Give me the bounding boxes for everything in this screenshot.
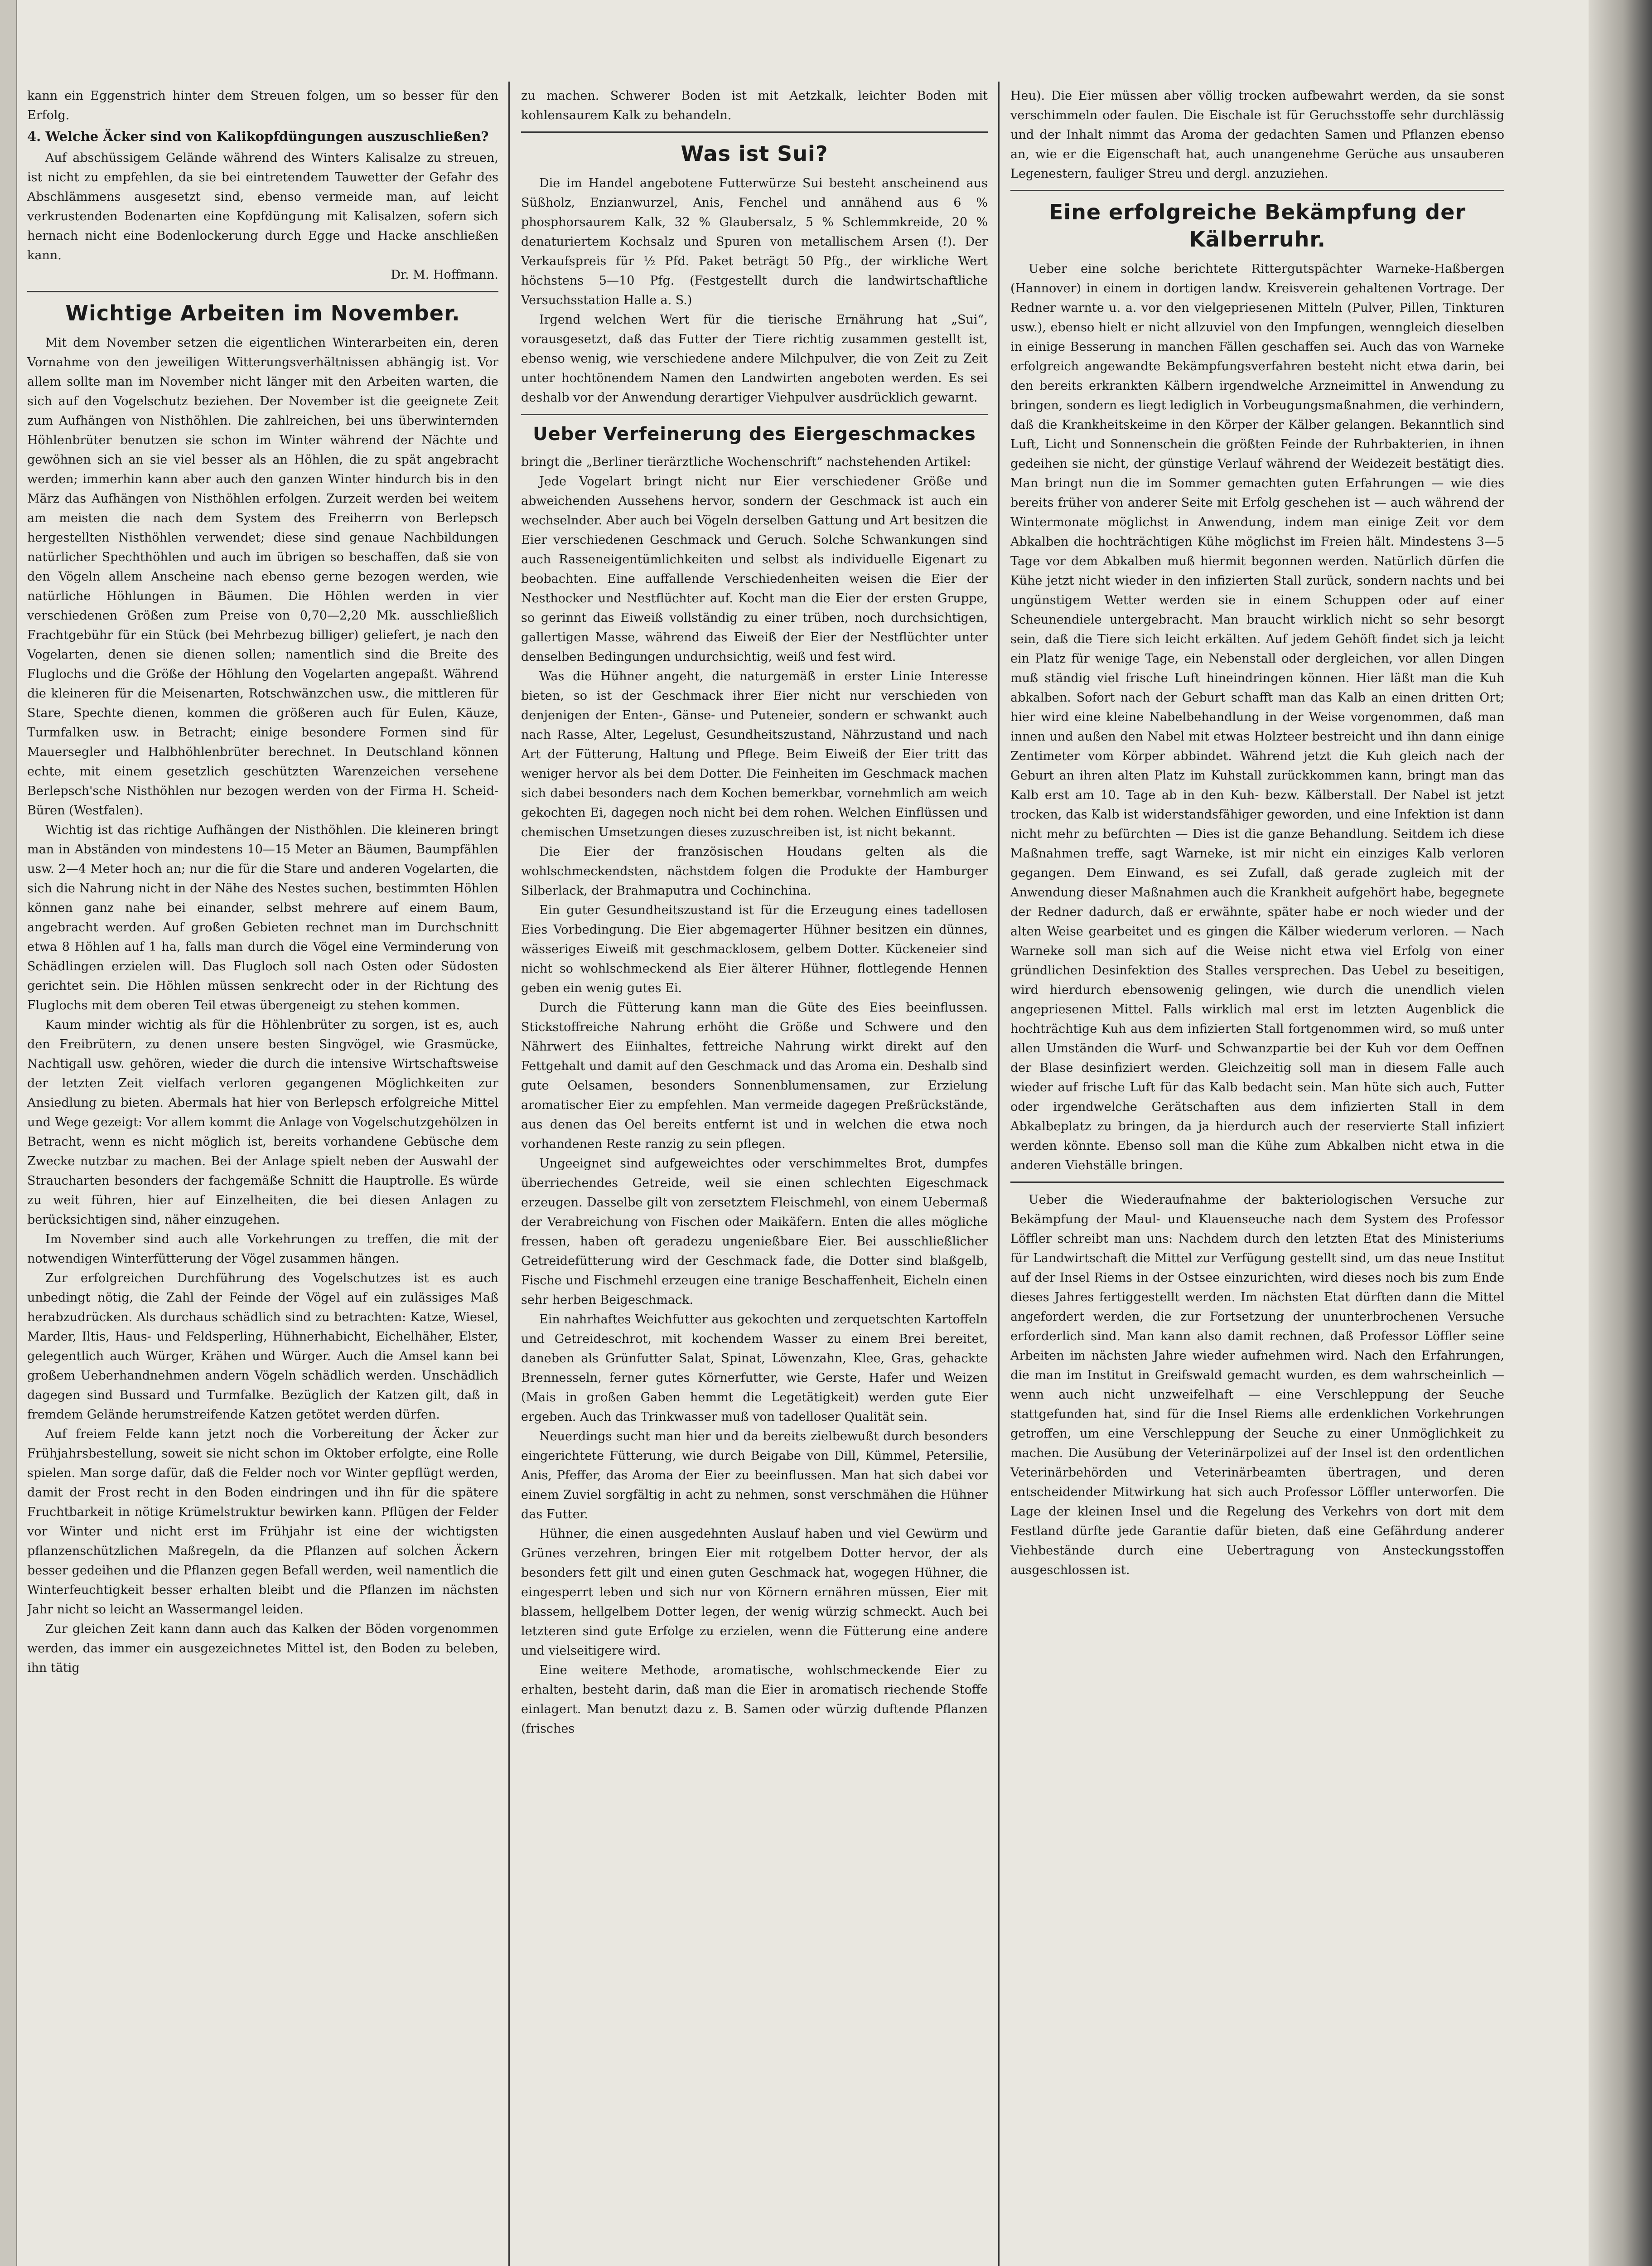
article-paragraph: Ueber die Wiederaufnahme der bakteriologischen Versuche zur Bekämpfung der Maul- und Klauenseuche nach dem System des Professor Löffler schreibt man uns: Nachdem durch den letzten Etat des Ministeriums für Landwirtschaft die Mittel zur Verfügung gestellt sind, um das neue Institut auf der Insel Riems in der Ostsee einzurichten, wird dieses noch bis zum Ende dieses Jahres fertiggestellt werden. Im nächsten Etat dürften dann die Mittel angefordert werden, die zur Fortsetzung der ununterbrochenen Versuche erforderlich sind. Man kann also damit rechnen, daß Professor Löffler seine Arbeiten im nächsten Jahre wieder aufnehmen wird. Nach den Erfahrungen, die man im Institut in Greifswald gemacht wurden, es dem wahrscheinlich — wenn auch nicht unzweifelhaft — eine Verschleppung der Seuche stattgefunden hat, sind für die Insel Riems alle erdenklichen Vorkehrungen getroffen, um eine Verschleppung der Seuche zu einer Unmöglichkeit zu machen. Die Ausübung der Veterinärpolizei auf der Insel ist den ordentlichen Veterinärbehörden und Veterinärbeamten übertragen, und deren entscheidender Mitwirkung hat sich auch Professor Löffler unterworfen. Die Lage der kleinen Insel und die Regelung des Verkehrs von dort mit dem Festland dürfte jede Garantie dafür bieten, daß eine Gefährdung anderer Viehbestände durch eine Uebertragung von Ansteckungsstoffen ausgeschlossen ist. bbox=[1010, 1193, 1504, 1577]
column-right bbox=[1010, 86, 1504, 2266]
article-paragraph: Ungeeignet sind aufgeweichtes oder verschimmeltes Brot, dumpfes überriechendes Getreide, weil sie einen schlechten Eigeschmack erzeugen. Dasselbe gilt von zersetztem Fleischmehl, von einem Uebermaß der Verabreichung von Fischen oder Maikäfern. Enten die alles mögliche fressen, haben oft geradezu ungenießbare Eier. Bei ausschließlicher Getreidefütterung wird der Geschmack fade, die Dotter sind blaßgelb, Fische und Fischmehl erzeugen eine tranige Beschaffenheit, Eicheln einen sehr herben Beigeschmack. bbox=[521, 1157, 988, 1307]
article-paragraph: Mit dem November setzen die eigentlichen Winterarbeiten ein, deren Vornahme von den jeweiligen Witterungsverhältnissen abhängig ist. Vor allem sollte man im November nicht länger mit den Arbeiten warten, die sich auf den Vogelschutz beziehen. Der November ist die geeignete Zeit zum Aufhängen von Nisthöhlen. Die zahlreichen, bei uns überwinternden Höhlenbrüter benutzen sie schon im Winter während der Nächte und gewöhnen sich an sie viel besser als an Höhlen, die zu spät angebracht werden; immerhin kann aber auch den ganzen Winter hindurch bis in den März das Aufhängen von Nisthöhlen erfolgen. Zurzeit werden bei weitem am meisten die nach dem System des Freiherrn von Berlepsch hergestellten Nisthöhlen verwendet; diese sind genaue Nachbildungen natürlicher Spechthöhlen und auch im übrigen so beschaffen, daß sie von den Vögeln allem Anscheine nach ebenso gerne bezogen werden, wie natürliche Höhlungen in Bäumen. Die Höhlen werden in vier verschiedenen Größen zum Preise von 0,70—2,20 Mk. ausschließlich Frachtgebühr für ein Stück (bei Mehrbezug billiger) geliefert, je nach den Vogelarten, denen sie dienen sollen; namentlich sind die Breite des Fluglochs und die Größe der Höhlung den Vogelarten angepaßt. Während die kleineren für die Meisenarten, Rotschwänzchen usw., die mittleren für Stare, Spechte dienen, kommen die größeren auch für Eulen, Käuze, Turmfalken usw. in Betracht; einige besondere Formen sind für Mauersegler und Halbhöhlenbrüter berechnet. In Deutschland können echte, mit einem gesetzlich geschützten Warenzeichen versehene Berlepsch'sche Nisthöhlen nur bezogen werden von der Firma H. Scheid-Büren (Westfalen). bbox=[27, 336, 498, 818]
continued-text: zu machen. Schwerer Boden ist mit Aetzkalk, leichter Boden mit kohlensaurem Kalk zu behandeln. bbox=[521, 89, 988, 122]
section-divider bbox=[1010, 1181, 1504, 1183]
article-paragraph: Eine weitere Methode, aromatische, wohlschmeckende Eier zu erhalten, besteht darin, daß man die Eier in aromatisch riechende Stoffe einlagert. Man benutzt dazu z. B. Samen oder würzig duftende Pflanzen (frisches bbox=[521, 1663, 988, 1736]
column-divider bbox=[508, 82, 510, 2266]
article-paragraph: Was die Hühner angeht, die naturgemäß in erster Linie Interesse bieten, so ist der Geschmack ihrer Eier nicht nur verschieden von denjenigen der Enten-, Gänse- und Puteneier, sondern er schwankt auch nach Rasse, Alter, Legelust, Gesundheitszustand, Nährzustand und nach Art der Fütterung, Haltung und Pflege. Beim Eiweiß der Eier tritt das weniger hervor als bei dem Dotter. Die Feinheiten im Geschmack machen sich dabei besonders nach dem Kochen bemerkbar, vornehmlich am weich gekochten Ei, dagegen noch nicht bei dem rohen. Welchen Einflüssen und chemischen Umsetzungen dieses zuzuschreiben ist, ist nicht bekannt. bbox=[521, 669, 988, 839]
newspaper-page bbox=[27, 73, 1513, 2266]
column-left bbox=[27, 86, 498, 2266]
article-paragraph: Wichtig ist das richtige Aufhängen der Nisthöhlen. Die kleineren bringt man in Abständen von mindestens 10—15 Meter an Bäumen, Baumpfählen usw. 2—4 Meter hoch an; nur die für die Stare und anderen Vogelarten, die sich die Nahrung nicht in der Nähe des Nestes suchen, bestimmten Höhlen können ganz nahe bei einander, selbst mehrere auf einem Baum, angebracht werden. Auf großen Gebieten rechnet man im Durchschnitt etwa 8 Höhlen auf 1 ha, falls man durch die Vögel eine Verminderung von Schädlingen erzielen will. Das Flugloch soll nach Osten oder Südosten gerichtet sein. Die Höhlen müssen senkrecht oder in der Richtung des Fluglochs mit dem oberen Teil etwas übergeneigt zu stehen kommen. bbox=[27, 823, 498, 1012]
section-divider bbox=[521, 414, 988, 415]
article-paragraph: Irgend welchen Wert für die tierische Ernährung hat „Sui“, vorausgesetzt, daß das Futter der Tiere richtig zusammen gestellt ist, ebenso wenig, wie verschiedene andere Milchpulver, die von Zeit zu Zeit unter hochtönendem Namen den Landwirten angeboten werden. Es sei deshalb vor der Anwendung derartiger Viehpulver ausdrücklich gewarnt. bbox=[521, 313, 988, 405]
article-title-november: Wichtige Arbeiten im November. bbox=[65, 301, 460, 325]
article-paragraph: Hühner, die einen ausgedehnten Auslauf haben und viel Gewürm und Grünes verzehren, bringen Eier mit rotgelbem Dotter hervor, der als besonders fett gilt und einen guten Geschmack hat, wogegen Hühner, die eingesperrt leben und sich nur von Körnern ernähren müssen, Eier mit blassem, hellgelbem Dotter legen, der wenig würzig schmeckt. Auch bei letzteren sind gute Erfolge zu erzielen, wenn die Fütterung eine andere und vielseitigere wird. bbox=[521, 1527, 988, 1658]
author-signature: Dr. M. Hoffmann. bbox=[391, 268, 498, 282]
article-paragraph: Neuerdings sucht man hier und da bereits zielbewußt durch besonders eingerichtete Fütterung, wie durch Beigabe von Dill, Kümmel, Petersilie, Anis, Pfeffer, das Aroma der Eier zu beeinflussen. Man hat sich dabei vor einem Zuviel sorgfältig in acht zu nehmen, sonst verschmähen die Hühner das Futter. bbox=[521, 1429, 988, 1521]
question-4-title: 4. Welche Äcker sind von Kalikopfdüngungen auszuschließen? bbox=[27, 129, 489, 144]
article-intro: bringt die „Berliner tierärztliche Wochenschrift“ nachstehenden Artikel: bbox=[521, 455, 971, 469]
article-paragraph: Auf freiem Felde kann jetzt noch die Vorbereitung der Äcker zur Frühjahrsbestellung, soweit sie nicht schon im Oktober erfolgte, eine Rolle spielen. Man sorge dafür, daß die Felder noch vor Winter gepflügt werden, damit der Frost recht in den Boden eindringen und ihn für die spätere Fruchtbarkeit in nötige Krümelstruktur bewirken kann. Pflügen der Felder vor Winter und nicht erst im Frühjahr ist eine der wichtigsten pflanzenschützlichen Maßregeln, da die Pflanzen auf solchen Äckern besser gedeihen und die Pflanzen gegen Befall werden, weil namentlich die Winterfeuchtigkeit besser erhalten bleibt und die Pflanzen im nächsten Jahr nicht so leicht an Wassermangel leiden. bbox=[27, 1427, 498, 1617]
question-4-body: Auf abschüssigem Gelände während des Winters Kalisalze zu streuen, ist nicht zu empfehlen, da sie bei eintretendem Tauwetter der Gefahr des Abschlämmens ausgesetzt sind, ebenso vermeide man, auf leicht verkrustenden Bodenarten eine Kopfdüngung mit Kalisalzen, sofern sich hernach nicht eine Bodenlockerung durch Egge und Hacke anschließen kann. bbox=[27, 151, 498, 262]
article-paragraph: Ein guter Gesundheitszustand ist für die Erzeugung eines tadellosen Eies Vorbedingung. Die Eier abgemagerter Hühner besitzen ein dünnes, wässeriges Eiweiß mit geschmacklosem, gelbem Dotter. Kückeneier sind nicht so wohlschmeckend als Eier älterer Hühner, flottlegende Hennen geben ein wenig gutes Ei. bbox=[521, 903, 988, 995]
continued-text: kann ein Eggenstrich hinter dem Streuen folgen, um so besser für den Erfolg. bbox=[27, 89, 498, 122]
article-title-calf-dysentery: Eine erfolgreiche Bekämpfung der Kälberruhr. bbox=[1048, 200, 1466, 252]
article-paragraph: Die im Handel angebotene Futterwürze Sui besteht anscheinend aus Süßholz, Enzianwurzel, Anis, Fenchel und annähend aus 6 % phosphorsaurem Kalk, 32 % Glaubersalz, 5 % Schlemmkreide, 20 % denaturiertem Kochsalz und Spuren von metallischem Arsen (!). Der Verkaufspreis für ½ Pfd. Paket beträgt 50 Pfg., der wirkliche Wert höchstens 5—10 Pfg. (Festgestellt durch die landwirtschaftliche Versuchsstation Halle a. S.) bbox=[521, 176, 988, 307]
article-title-eggs: Ueber Verfeinerung des Eiergeschmackes bbox=[533, 424, 976, 445]
previous-page-edge bbox=[0, 0, 17, 2266]
article-paragraph: Im November sind auch alle Vorkehrungen zu treffen, die mit der notwendigen Winterfütterung der Vögel zusammen hängen. bbox=[27, 1232, 498, 1266]
column-middle bbox=[521, 86, 988, 2266]
article-paragraph: Jede Vogelart bringt nicht nur Eier verschiedener Größe und abweichenden Aussehens hervor, sondern der Geschmack ist auch ein wechselnder. Aber auch bei Vögeln derselben Gattung und Art besitzen die Eier verschiedenen Geschmack und Geruch. Solche Schwankungen sind auch Rasseneigentümlichkeiten und selbst als individuelle Eigenart zu beobachten. Eine auffallende Verschiedenheiten weisen die Eier der Nesthocker und Nestflüchter auf. Kocht man die Eier der ersten Gruppe, so gerinnt das Eiweiß vollständig zu einer trüben, noch durchsichtigen, gallertigen Masse, während das Eiweiß der Eier der Nestflüchter unter denselben Bedingungen undurchsichtig, weiß und fest wird. bbox=[521, 475, 988, 664]
article-paragraph: Kaum minder wichtig als für die Höhlenbrüter zu sorgen, ist es, auch den Freibrütern, zu denen unsere besten Singvögel, wie Grasmücke, Nachtigall usw. gehören, wieder die durch die intensive Wirtschaftsweise der letzten Zeit vielfach verloren gegangenen Möglichkeiten zur Ansiedlung zu bieten. Abermals hat hier von Berlepsch erfolgreiche Mittel und Wege gezeigt: Vor allem kommt die Anlage von Vogelschutzgehölzen in Betracht, wenn es nicht möglich ist, bereits vorhandene Gebüsche dem Zwecke nutzbar zu machen. Bei der Anlage spielt neben der Auswahl der Straucharten besonders der fachgemäße Schnitt die Hauptrolle. Es würde zu weit führen, hier auf Einzelheiten, die bei diesen Anlagen zu berücksichtigen sind, näher einzugehen. bbox=[27, 1018, 498, 1227]
column-divider bbox=[998, 82, 1000, 2266]
continued-text: Heu). Die Eier müssen aber völlig trocken aufbewahrt werden, da sie sonst verschimmeln oder faulen. Die Eischale ist für Geruchsstoffe sehr durchlässig und der Inhalt nimmt das Aroma der gedachten Samen und Pflanzen ebenso an, wie er die Eigenschaft hat, auch unangenehme Gerüche aus unsauberen Legenestern, fauliger Streu und dergl. anzuziehen. bbox=[1010, 89, 1504, 181]
section-divider bbox=[1010, 190, 1504, 191]
article-title-sui: Was ist Sui? bbox=[681, 141, 828, 166]
article-paragraph: Zur gleichen Zeit kann dann auch das Kalken der Böden vorgenommen werden, das immer ein ausgezeichnetes Mittel ist, den Boden zu beleben, ihn tätig bbox=[27, 1622, 498, 1675]
article-paragraph: Ein nahrhaftes Weichfutter aus gekochten und zerquetschten Kartoffeln und Getreideschrot, mit kochendem Wasser zu einem Brei bereitet, daneben als Grünfutter Salat, Spinat, Löwenzahn, Klee, Gras, gehackte Brennesseln, ferner gutes Körnerfutter, wie Gerste, Hafer und Weizen (Mais in großen Gaben hemmt die Legetätigkeit) werden gute Eier ergeben. Auch das Trinkwasser muß von tadelloser Qualität sein. bbox=[521, 1312, 988, 1424]
section-divider bbox=[521, 131, 988, 133]
section-divider bbox=[27, 291, 498, 292]
article-paragraph: Durch die Fütterung kann man die Güte des Eies beeinflussen. Stickstoffreiche Nahrung erhöht die Größe und Schwere und den Nährwert des Eiinhaltes, fettreiche Nahrung wirkt direkt auf den Fettgehalt und damit auf den Geschmack und das Aroma ein. Deshalb sind gute Oelsamen, besonders Sonnenblumensamen, zur Erzielung aromatischer Eier zu empfehlen. Man vermeide dagegen Preßrückstände, aus denen das Oel bereits entfernt ist und in welchen die etwa noch vorhandenen Reste ranzig zu sein pflegen. bbox=[521, 1001, 988, 1151]
article-paragraph: Die Eier der französischen Houdans gelten als die wohlschmeckendsten, nächstdem folgen die Produkte der Hamburger Silberlack, der Brahmaputra und Cochinchina. bbox=[521, 845, 988, 898]
article-paragraph: Zur erfolgreichen Durchführung des Vogelschutzes ist es auch unbedingt nötig, die Zahl der Feinde der Vögel auf ein zulässiges Maß herabzudrücken. Als durchaus schädlich sind zu betrachten: Katze, Wiesel, Marder, Iltis, Haus- und Feldsperling, Hühnerhabicht, Eichelhäher, Elster, gelegentlich auch Würger, Krähen und Würger. Auch die Amsel kann bei großem Ueberhandnehmen andern Vögeln schädlich werden. Unschädlich dagegen sind Bussard und Turmfalke. Bezüglich der Katzen gilt, daß in fremdem Gelände herumstreifende Katzen getötet werden dürfen. bbox=[27, 1271, 498, 1422]
article-paragraph: Ueber eine solche berichtete Rittergutspächter Warneke-Haßbergen (Hannover) in einem in dortigen landw. Kreisverein gehaltenen Vortrage. Der Redner warnte u. a. vor den vielgepriesenen Mitteln (Pulver, Pillen, Tinkturen usw.), ebenso hielt er nicht allzuviel von den Impfungen, wenngleich dieselben in einige Besserung in manchen Fällen geschaffen sei. Auch das von Warneke erfolgreich angewandte Bekämpfungsverfahren besteht nicht etwa darin, bei den bereits erkrankten Kälbern irgendwelche Arzneimittel in Anwendung zu bringen, sondern es liegt lediglich in Vorbeugungsmaßnahmen, die verhindern, daß die Krankheitskeime in den Körper der Kälber gelangen. Bekanntlich sind Luft, Licht und Sonnenschein die größten Feinde der Ruhrbakterien, in ihnen gedeihen sie nicht, der günstige Verlauf während der Weidezeit bestätigt dies. Man bringt nun die im Sommer gemachten guten Erfahrungen — wie dies bereits früher von anderer Seite mit Erfolg geschehen ist — auch während der Wintermonate möglichst in Anwendung, indem man einige Zeit vor dem Abkalben die hochträchtigen Kühe möglichst im Freien hält. Mindestens 3—5 Tage vor dem Abkalben muß hiermit begonnen werden. Natürlich dürfen die Kühe jetzt nicht wieder in den infizierten Stall zurück, sondern nachts und bei ungünstigem Wetter werden sie in einem Schuppen oder auf einer Scheunendiele untergebracht. Man braucht wirklich nicht so sehr besorgt sein, daß die Tiere sich leicht erkälten. Auf jedem Gehöft findet sich ja leicht ein Platz für wenige Tage, ein Nebenstall oder dergleichen, vor allen Dingen muß ständig viel frische Luft hineindringen können. Hier läßt man die Kuh abkalben. Sofort nach der Geburt schafft man das Kalb an einen dritten Ort; hier wird eine kleine Nabelbehandlung in der Weise vorgenommen, daß man innen und außen den Nabel mit etwas Holzteer bestreicht und ihn dann einige Zentimeter vom Körper abbindet. Während jetzt die Kuh gleich nach der Geburt an ihren alten Platz im Kuhstall zurückkommen kann, bringt man das Kalb erst am 10. Tage ab in den Kuh- bezw. Kälberstall. Der Nabel ist jetzt trocken, das Kalb ist widerstandsfähiger geworden, und eine Infektion ist dann nicht mehr zu befürchten — Dies ist die ganze Behandlung. Seitdem ich diese Maßnahmen treffe, sagt Warneke, ist mir nicht ein einziges Kalb verloren gegangen. Dem Einwand, es sei Zufall, daß gerade zugleich mit der Anwendung dieser Maßnahmen auch die Krankheit aufgehört habe, begegnete der Redner dadurch, daß er erwähnte, später habe er noch wieder und der alten Weise gearbeitet und es gingen die Kälber wiederum verloren. — Nach Warneke soll man sich auf die Weise nicht etwa viel Erfolg von einer gründlichen Desinfektion des Stalles versprechen. Das Uebel zu beseitigen, wird hierdurch ebensowenig gelingen, wie durch die unendlich vielen angepriesenen Mittel. Falls wirklich mal erst im letzten Augenblick die hochträchtige Kuh aus dem infizierten Stall fortgenommen wird, so muß unter allen Umständen die Wurf- und Schwanzpartie bei der Kuh vor dem Oeffnen der Blase desinfiziert werden. Gleichzeitig soll man in diesem Falle auch wieder auf frische Luft für das Kalb bedacht sein. Man hüte sich auch, Futter oder irgendwelche Gerätschaften aus dem infizierten Stall in dem Abkalbeplatz zu bringen, da ja hierdurch auch der reservierte Stall infiziert werden könnte. Ebenso soll man die Kühe zum Abkalben nicht etwa in die anderen Viehställe bringen. bbox=[1010, 262, 1504, 1172]
book-binding-edge bbox=[1589, 0, 1652, 2266]
